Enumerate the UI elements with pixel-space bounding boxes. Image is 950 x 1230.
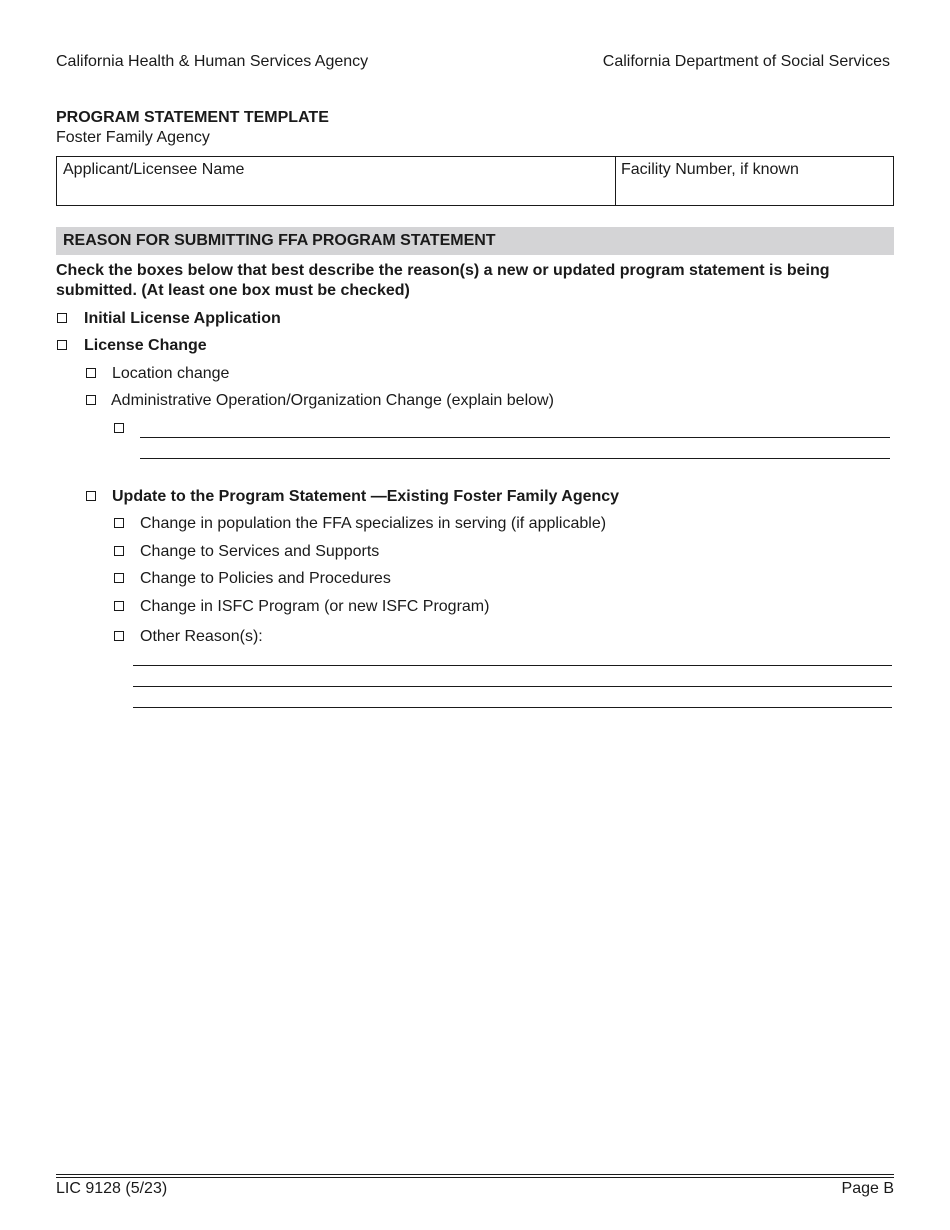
admin-change-checkbox[interactable] [86,395,96,405]
page-number: Page B [841,1180,894,1197]
population-change-checkbox[interactable] [114,518,124,528]
section-heading-bar [56,227,894,255]
update-program-checkbox[interactable] [86,491,96,501]
instruction-line-2: submitted. (At least one box must be checked) [56,282,410,299]
department-name: California Department of Social Services [602,53,890,70]
location-change-label: Location change [112,365,230,382]
location-change-checkbox[interactable] [86,368,96,378]
other-reasons-checkbox[interactable] [114,631,124,641]
license-change-checkbox[interactable] [57,340,67,350]
applicant-info-table [56,156,894,206]
initial-license-checkbox[interactable] [57,313,67,323]
admin-change-label: Administrative Operation/Organization Change (explain below) [111,392,554,409]
services-change-checkbox[interactable] [114,546,124,556]
footer-rule-bottom [56,1177,894,1178]
policies-change-checkbox[interactable] [114,573,124,583]
update-program-label: Update to the Program Statement —Existing Foster Family Agency [112,488,620,505]
section-heading: REASON FOR SUBMITTING FFA PROGRAM STATEMENT [63,232,496,249]
form-title: PROGRAM STATEMENT TEMPLATE [56,109,329,126]
table-divider [615,157,616,205]
footer-rule-top [56,1174,894,1175]
form-subtitle: Foster Family Agency [56,129,210,146]
explain-line-1[interactable] [140,437,890,438]
initial-license-label: Initial License Application [84,310,281,327]
other-reasons-label: Other Reason(s): [140,628,263,645]
policies-change-label: Change to Policies and Procedures [140,570,391,587]
form-number: LIC 9128 (5/23) [56,1180,168,1197]
other-reasons-line-3[interactable] [133,707,892,708]
facility-number-field[interactable]: Facility Number, if known [621,161,799,178]
license-change-label: License Change [84,337,207,354]
services-change-label: Change to Services and Supports [140,543,380,560]
instruction-line-1: Check the boxes below that best describe the reason(s) a new or updated program statement is being [56,262,830,279]
isfc-change-checkbox[interactable] [114,601,124,611]
isfc-change-label: Change in ISFC Program (or new ISFC Program) [140,598,490,615]
applicant-name-field[interactable]: Applicant/Licensee Name [63,161,245,178]
explain-line-2[interactable] [140,458,890,459]
other-reasons-line-1[interactable] [133,665,892,666]
explain-checkbox[interactable] [114,423,124,433]
agency-name: California Health & Human Services Agency [56,53,369,70]
population-change-label: Change in population the FFA specializes in serving (if applicable) [140,515,607,532]
other-reasons-line-2[interactable] [133,686,892,687]
